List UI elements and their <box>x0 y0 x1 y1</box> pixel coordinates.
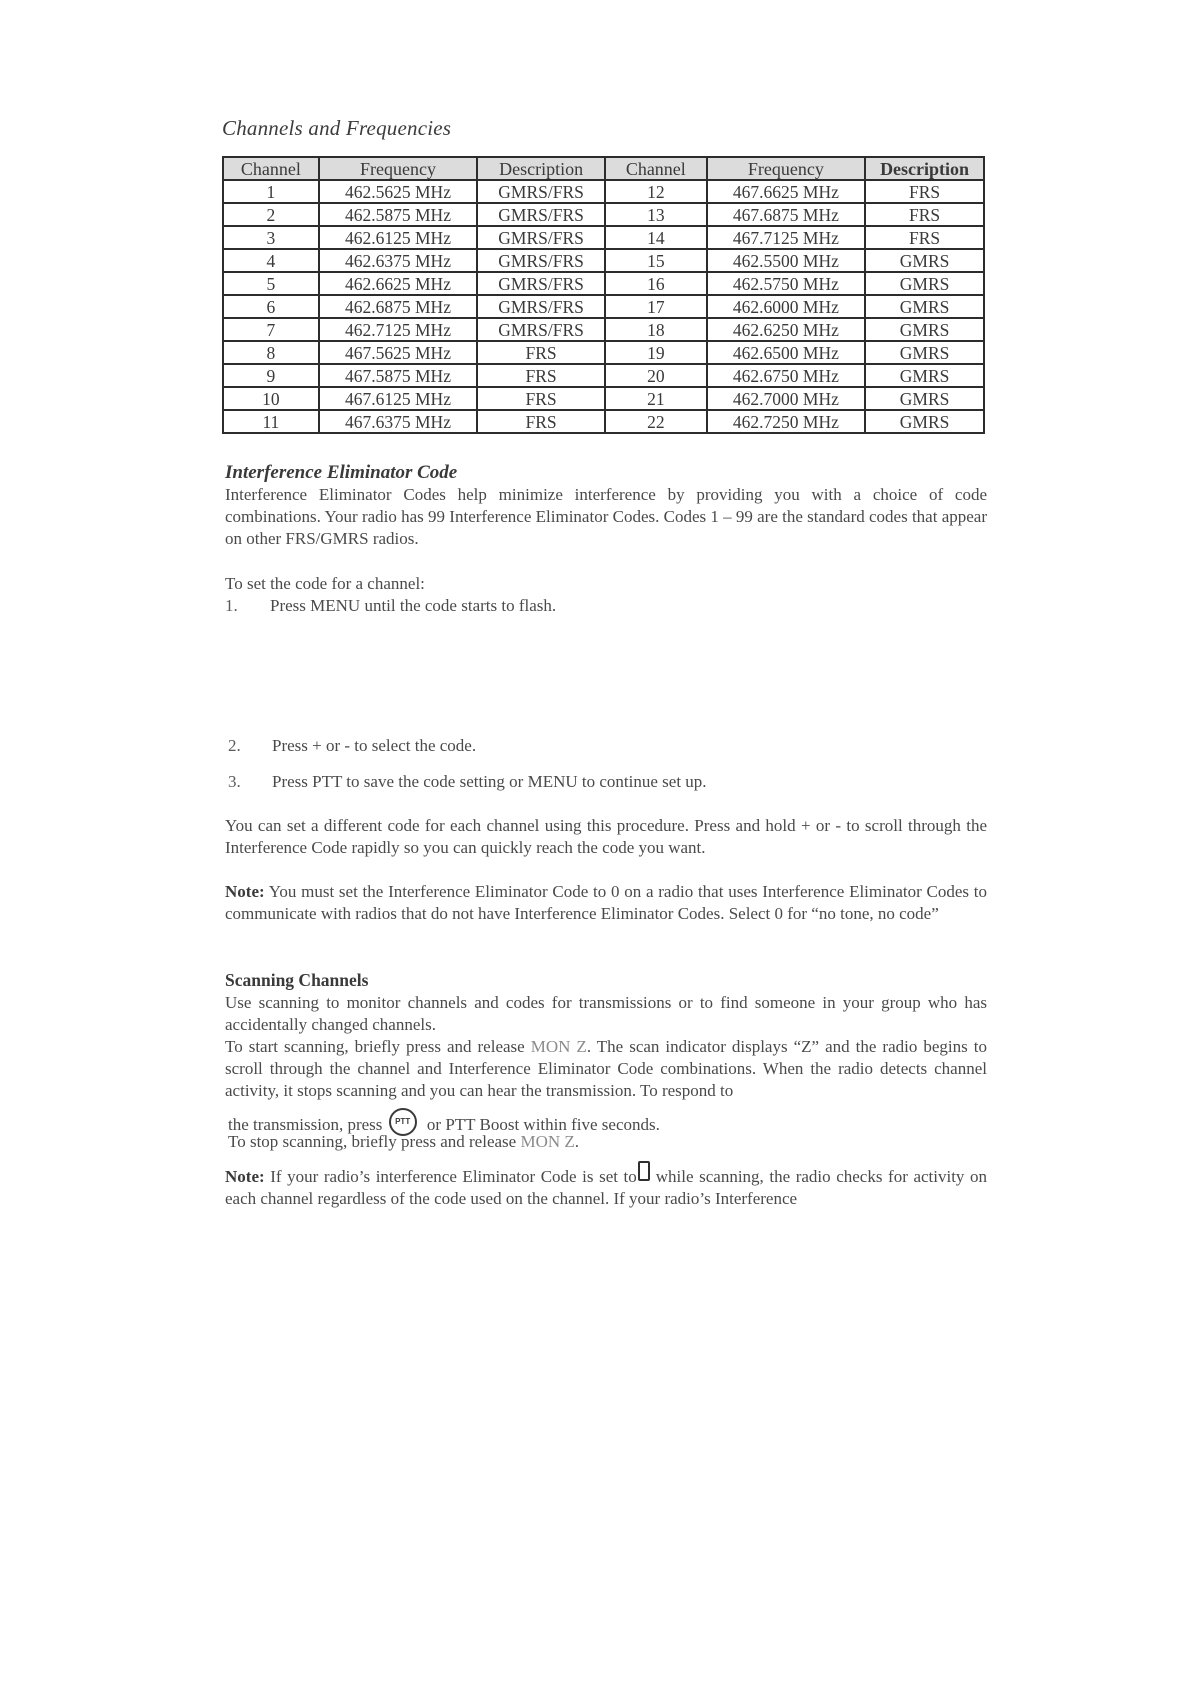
cell-frequency: 467.6375 MHz <box>319 410 477 433</box>
cell-channel-2: 21 <box>605 387 707 410</box>
cell-channel: 4 <box>223 249 319 272</box>
cell-description-2: GMRS <box>865 295 984 318</box>
cell-channel: 7 <box>223 318 319 341</box>
cell-channel: 1 <box>223 180 319 203</box>
table-header-row <box>223 157 984 180</box>
scan-note-label: Note: <box>225 1167 265 1186</box>
col-header-frequency: Frequency <box>319 157 477 180</box>
iec-note-label: Note: <box>225 882 265 901</box>
cell-description-2: FRS <box>865 226 984 249</box>
set-code-lead: To set the code for a channel: <box>225 574 425 593</box>
cell-channel: 6 <box>223 295 319 318</box>
cell-channel-2: 14 <box>605 226 707 249</box>
col-header-channel-2: Channel <box>605 157 707 180</box>
cell-channel: 3 <box>223 226 319 249</box>
cell-description-2: GMRS <box>865 341 984 364</box>
step-1-text: Press MENU until the code starts to flash. <box>270 596 557 615</box>
cell-description-2: GMRS <box>865 249 984 272</box>
col-header-frequency-2: Frequency <box>707 157 865 180</box>
table-row <box>223 226 984 249</box>
cell-channel-2: 22 <box>605 410 707 433</box>
table-row <box>223 341 984 364</box>
step-2-text: Press + or - to select the code. <box>272 736 477 755</box>
ptt-icon: PTT <box>389 1108 417 1136</box>
table-row <box>223 203 984 226</box>
cell-channel: 2 <box>223 203 319 226</box>
table-row <box>223 318 984 341</box>
scan-intro: Use scanning to monitor channels and codes for transmissions or to find someone in your group who has accidentally changed channels. <box>225 993 987 1034</box>
scan-stop-end: . <box>574 1132 580 1151</box>
channels-table <box>222 156 985 434</box>
cell-frequency: 462.7125 MHz <box>319 318 477 341</box>
col-header-description-2: Description <box>865 157 984 180</box>
cell-frequency: 462.6125 MHz <box>319 226 477 249</box>
cell-channel-2: 12 <box>605 180 707 203</box>
cell-frequency-2: 462.6500 MHz <box>707 341 865 364</box>
table-row <box>223 387 984 410</box>
page-heading: Channels and Frequencies <box>222 116 452 140</box>
cell-description-2: FRS <box>865 180 984 203</box>
cell-description-2: GMRS <box>865 410 984 433</box>
scan-start-text: To start scanning, briefly press and release <box>225 1037 531 1056</box>
mon-z-label-2: MON Z <box>520 1132 575 1151</box>
cell-description: FRS <box>477 341 605 364</box>
scan-note-text-b: while scanning, the radio checks for activity on each channel regardless of the code used on the channel. If your radio’s Interference <box>225 1167 987 1208</box>
scan-respond-text: the transmission, press <box>228 1115 383 1134</box>
cell-frequency: 462.6625 MHz <box>319 272 477 295</box>
cell-frequency-2: 462.6750 MHz <box>707 364 865 387</box>
cell-channel-2: 19 <box>605 341 707 364</box>
zero-display-icon <box>638 1161 650 1181</box>
cell-channel-2: 20 <box>605 364 707 387</box>
table-row <box>223 272 984 295</box>
cell-description: GMRS/FRS <box>477 203 605 226</box>
cell-frequency-2: 462.7000 MHz <box>707 387 865 410</box>
step-3-number: 3. <box>228 772 241 791</box>
cell-frequency: 467.6125 MHz <box>319 387 477 410</box>
cell-frequency-2: 462.6000 MHz <box>707 295 865 318</box>
col-header-channel: Channel <box>223 157 319 180</box>
cell-description: FRS <box>477 364 605 387</box>
cell-frequency-2: 467.6625 MHz <box>707 180 865 203</box>
cell-description-2: FRS <box>865 203 984 226</box>
cell-frequency-2: 467.6875 MHz <box>707 203 865 226</box>
cell-frequency: 467.5875 MHz <box>319 364 477 387</box>
cell-description: GMRS/FRS <box>477 272 605 295</box>
cell-frequency-2: 462.7250 MHz <box>707 410 865 433</box>
cell-description: FRS <box>477 387 605 410</box>
cell-frequency-2: 467.7125 MHz <box>707 226 865 249</box>
step-3-text: Press PTT to save the code setting or MENU to continue set up. <box>272 772 707 791</box>
cell-description: GMRS/FRS <box>477 295 605 318</box>
iec-title: Interference Eliminator Code <box>225 462 458 483</box>
cell-frequency: 462.6875 MHz <box>319 295 477 318</box>
cell-channel: 10 <box>223 387 319 410</box>
col-header-description: Description <box>477 157 605 180</box>
scan-note-text-a: If your radio’s interference Eliminator Code is set to <box>270 1167 637 1186</box>
cell-frequency: 462.5625 MHz <box>319 180 477 203</box>
cell-frequency: 467.5625 MHz <box>319 341 477 364</box>
cell-description: FRS <box>477 410 605 433</box>
cell-description-2: GMRS <box>865 318 984 341</box>
cell-description: GMRS/FRS <box>477 180 605 203</box>
cell-description-2: GMRS <box>865 364 984 387</box>
iec-intro: Interference Eliminator Codes help minimize interference by providing you with a choice of code combinations. Your radio has 99 Interference Eliminator Codes. Codes 1 – 99 are the standard codes that appear on other FRS/GMRS radios. <box>225 485 987 548</box>
table-row <box>223 410 984 433</box>
cell-frequency: 462.6375 MHz <box>319 249 477 272</box>
cell-frequency-2: 462.5500 MHz <box>707 249 865 272</box>
table-body <box>223 180 984 433</box>
cell-description: GMRS/FRS <box>477 318 605 341</box>
cell-channel-2: 16 <box>605 272 707 295</box>
scan-title: Scanning Channels <box>225 970 369 990</box>
scan-note <box>225 1161 987 1210</box>
iec-note <box>225 881 987 925</box>
mon-z-label: MON Z <box>530 1037 587 1056</box>
cell-channel: 5 <box>223 272 319 295</box>
table-row <box>223 249 984 272</box>
cell-channel-2: 17 <box>605 295 707 318</box>
scan-start <box>225 1036 987 1102</box>
step-2-number: 2. <box>228 736 241 755</box>
step-1-number: 1. <box>225 596 238 615</box>
procedure-paragraph: You can set a different code for each channel using this procedure. Press and hold + or - to scroll through the Interference Code rapidly so you can quickly reach the code you want. <box>225 816 987 857</box>
cell-frequency-2: 462.6250 MHz <box>707 318 865 341</box>
cell-description-2: GMRS <box>865 387 984 410</box>
scan-stop <box>228 1132 579 1152</box>
table-row <box>223 295 984 318</box>
cell-description: GMRS/FRS <box>477 249 605 272</box>
table-row <box>223 364 984 387</box>
cell-description: GMRS/FRS <box>477 226 605 249</box>
cell-frequency: 462.5875 MHz <box>319 203 477 226</box>
cell-frequency-2: 462.5750 MHz <box>707 272 865 295</box>
cell-channel-2: 15 <box>605 249 707 272</box>
scan-start-rest: . The scan indicator displays “Z” and the radio begins to scroll through the channel and Interference Eliminator Code combinations. When the radio detects channel activity, it stops scanning and you can hear the transmission. To respond to <box>225 1037 988 1100</box>
table-row <box>223 180 984 203</box>
cell-description-2: GMRS <box>865 272 984 295</box>
cell-channel-2: 18 <box>605 318 707 341</box>
cell-channel: 11 <box>223 410 319 433</box>
scan-respond-rest: or PTT Boost within five seconds. <box>426 1115 660 1134</box>
iec-note-text: You must set the Interference Eliminator Code to 0 on a radio that uses Interference Eliminator Codes to communicate with radios that do not have Interference Eliminator Codes. Select 0 for “no tone, no code” <box>225 882 987 923</box>
scan-stop-text: To stop scanning, briefly press and release <box>228 1132 521 1151</box>
cell-channel-2: 13 <box>605 203 707 226</box>
cell-channel: 9 <box>223 364 319 387</box>
cell-channel: 8 <box>223 341 319 364</box>
